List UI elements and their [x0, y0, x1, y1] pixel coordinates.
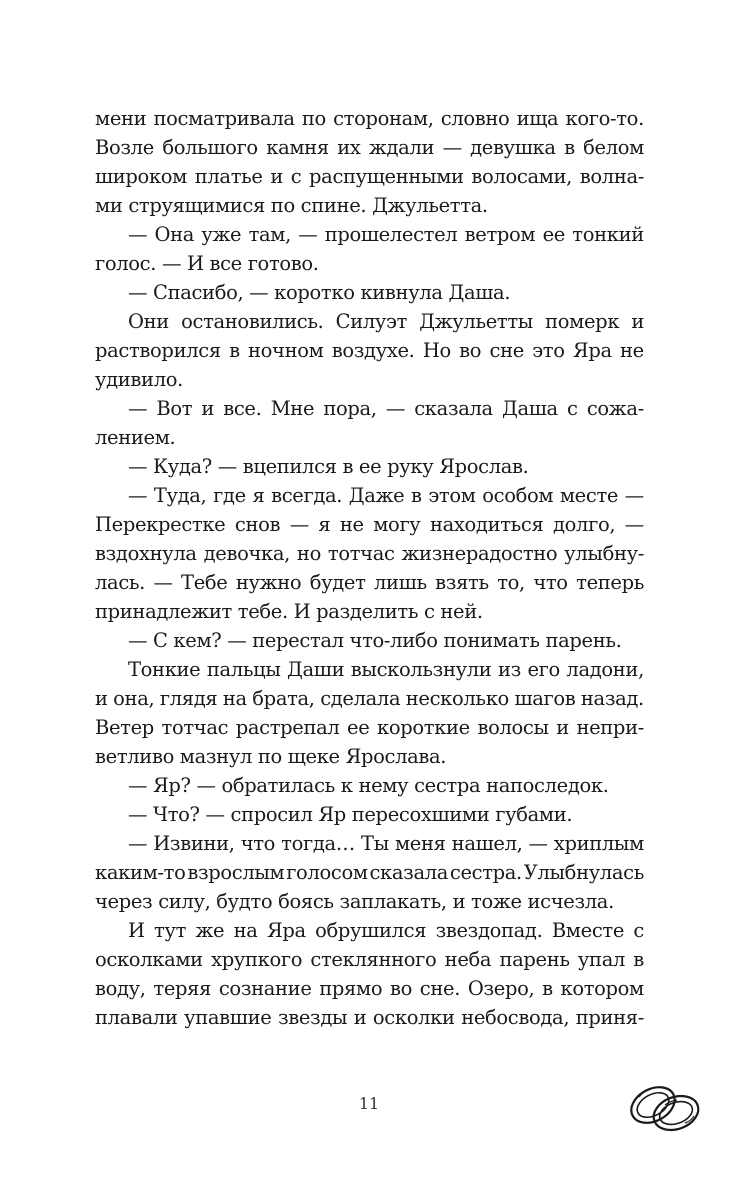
text-line: И тут же на Яра обрушился звездопад. Вместе с — [128, 919, 644, 942]
text-line: принадлежит тебе. И разделить с ней. — [95, 600, 483, 623]
text-line: Ветер тотчас растрепал ее короткие волосы и непри- — [95, 716, 644, 739]
text-line: Возле большого камня их ждали — девушка в белом — [95, 136, 644, 159]
text-line: Они остановились. Силуэт Джульетты померк и — [128, 310, 644, 333]
text-line: — Туда, где я всегда. Даже в этом особом месте — — [128, 484, 644, 507]
text-line: через силу, будто боясь заплакать, и тоже исчезла. — [95, 890, 614, 913]
text-line: — Яр? — обратилась к нему сестра напоследок. — [128, 774, 609, 797]
text-line: и она, глядя на брата, сделала несколько шагов назад. — [95, 687, 644, 710]
text-line: каким-то взрослым голосом сказала сестра. Улыбнулась — [95, 861, 644, 884]
text-line: плавали упавшие звезды и осколки небосвода, приня- — [95, 1006, 644, 1029]
text-line: — Куда? — вцепился в ее руку Ярослав. — [128, 455, 529, 478]
text-line: — Вот и все. Мне пора, — сказала Даша с сожа- — [128, 397, 644, 420]
text-line: — Что? — спросил Яр пересохшими губами. — [128, 803, 573, 826]
text-line: лением. — [95, 426, 176, 449]
body-text — [95, 104, 644, 1032]
text-line: Перекрестке снов — я не могу находиться долго, — — [95, 513, 644, 536]
text-line: Тонкие пальцы Даши выскользнули из его ладони, — [128, 658, 644, 681]
text-line: осколками хрупкого стеклянного неба парень упал в — [95, 948, 644, 971]
text-line: широком платье и с распущенными волосами, волна- — [95, 165, 644, 188]
text-line: мени посматривала по сторонам, словно ища кого-то. — [95, 107, 644, 130]
page-number: 11 — [358, 1094, 380, 1113]
text-line: вздохнула девочка, но тотчас жизнерадостно улыбну- — [95, 542, 644, 565]
text-line: — Она уже там, — прошелестел ветром ее тонкий — [128, 223, 644, 246]
text-line: растворился в ночном воздухе. Но во сне это Яра не — [95, 339, 644, 362]
text-line: воду, теряя сознание прямо во сне. Озеро, в котором — [95, 977, 644, 1000]
interlocked-rings-icon — [625, 1075, 705, 1141]
text-line: голос. — И все готово. — [95, 252, 319, 275]
text-line: ми струящимися по спине. Джульетта. — [95, 194, 488, 217]
text-line: — С кем? — перестал что-либо понимать парень. — [128, 629, 622, 652]
text-line: — Извини, что тогда… Ты меня нашел, — хриплым — [128, 832, 644, 855]
text-line: лась. — Тебе нужно будет лишь взять то, что теперь — [95, 571, 644, 594]
text-line: ветливо мазнул по щеке Ярослава. — [95, 745, 447, 768]
text-line: удивило. — [95, 368, 183, 391]
text-line: — Спасибо, — коротко кивнула Даша. — [128, 281, 511, 304]
